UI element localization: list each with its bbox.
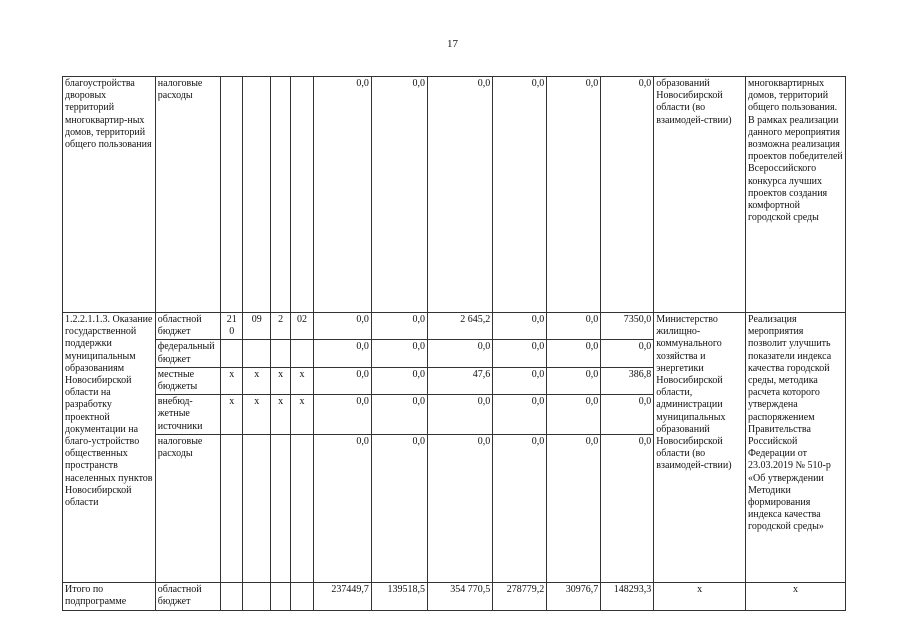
code-cell: 21 0 [221,313,243,340]
code-cell [291,340,313,367]
code-cell: х [270,367,290,394]
funding-source-cell: областной бюджет [155,582,220,610]
value-cell: 0,0 [493,367,547,394]
value-cell: 0,0 [371,77,427,313]
value-cell: 0,0 [547,395,601,435]
code-cell [270,77,290,313]
value-cell: 148293,3 [601,582,654,610]
value-cell: 0,0 [313,367,371,394]
value-cell: 0,0 [313,340,371,367]
value-cell: 0,0 [547,77,601,313]
value-cell: 0,0 [493,313,547,340]
funding-source-cell: областной бюджет [155,313,220,340]
value-cell: 0,0 [601,77,654,313]
executor-cell: образований Новосибирской области (во взаимодей-ствии) [654,77,746,313]
value-cell: 0,0 [313,313,371,340]
value-cell: 0,0 [547,367,601,394]
code-cell [291,434,313,582]
value-cell: 0,0 [547,434,601,582]
code-cell [221,77,243,313]
value-cell: 47,6 [427,367,492,394]
code-cell [221,340,243,367]
result-cell: Реализация мероприятия позволит улучшить показатели индекса качества городской среды, методика расчета которого утверждена распоряжением Правительства Российской Федерации от 23.03.2019 № 510-р «Об утверждении Методики формирования индекса качества городской среды» [746,313,846,583]
code-cell [243,434,271,582]
funding-source-cell: местные бюджеты [155,367,220,394]
table-row [63,313,846,340]
funding-source-cell: внебюд-жетные источники [155,395,220,435]
code-cell: 02 [291,313,313,340]
code-cell: х [291,395,313,435]
funding-source-cell: федеральный бюджет [155,340,220,367]
measure-name-cell: 1.2.2.1.1.3. Оказание государственной поддержки муниципальным образованиям Новосибирской области на разработку проектной документации на благо-устройство общественных пространств населенных пунктов Новосибирской области [63,313,156,583]
value-cell: 0,0 [601,395,654,435]
value-cell: 0,0 [427,340,492,367]
value-cell: 0,0 [427,395,492,435]
value-cell: 30976,7 [547,582,601,610]
value-cell: 0,0 [493,77,547,313]
code-cell: 2 [270,313,290,340]
code-cell [270,340,290,367]
code-cell: х [221,395,243,435]
value-cell: 0,0 [427,77,492,313]
code-cell: х [270,395,290,435]
table-row [63,582,846,610]
page-number: 17 [447,38,458,50]
value-cell: 0,0 [547,313,601,340]
program-table [62,76,846,611]
code-cell [221,582,243,610]
code-cell [243,77,271,313]
value-cell: 7350,0 [601,313,654,340]
code-cell: х [291,367,313,394]
code-cell [243,582,271,610]
code-cell: х [243,367,271,394]
value-cell: 386,8 [601,367,654,394]
value-cell: 237449,7 [313,582,371,610]
value-cell: 0,0 [493,434,547,582]
value-cell: 0,0 [371,395,427,435]
value-cell: 139518,5 [371,582,427,610]
value-cell: 0,0 [313,434,371,582]
code-cell [291,582,313,610]
executor-cell: х [654,582,746,610]
funding-source-cell: налоговые расходы [155,434,220,582]
value-cell: 0,0 [371,313,427,340]
table-row [63,77,846,313]
code-cell: х [221,367,243,394]
code-cell: 09 [243,313,271,340]
funding-source-cell: налоговые расходы [155,77,220,313]
value-cell: 354 770,5 [427,582,492,610]
code-cell [270,434,290,582]
code-cell [270,582,290,610]
value-cell: 278779,2 [493,582,547,610]
code-cell [291,77,313,313]
value-cell: 0,0 [371,367,427,394]
result-cell: х [746,582,846,610]
value-cell: 0,0 [493,395,547,435]
value-cell: 0,0 [601,434,654,582]
value-cell: 0,0 [371,434,427,582]
value-cell: 0,0 [313,395,371,435]
code-cell: х [243,395,271,435]
executor-cell: Министерство жилищно-коммунального хозяйства и энергетики Новосибирской области, администрации муниципальных образований Новосибирской области (во взаимодей-ствии) [654,313,746,583]
code-cell [243,340,271,367]
total-label-cell: Итого по подпрограмме [63,582,156,610]
code-cell [221,434,243,582]
value-cell: 0,0 [313,77,371,313]
value-cell: 0,0 [547,340,601,367]
value-cell: 2 645,2 [427,313,492,340]
value-cell: 0,0 [601,340,654,367]
value-cell: 0,0 [427,434,492,582]
value-cell: 0,0 [371,340,427,367]
value-cell: 0,0 [493,340,547,367]
result-cell: многоквартирных домов, территорий общего пользования. В рамках реализации данного мероприятия возможна реализация проектов победителей Всероссийского конкурса лучших проектов создания комфортной городской среды [746,77,846,313]
measure-name-cell: благоустройства дворовых территорий многоквартир-ных домов, территорий общего пользования [63,77,156,313]
